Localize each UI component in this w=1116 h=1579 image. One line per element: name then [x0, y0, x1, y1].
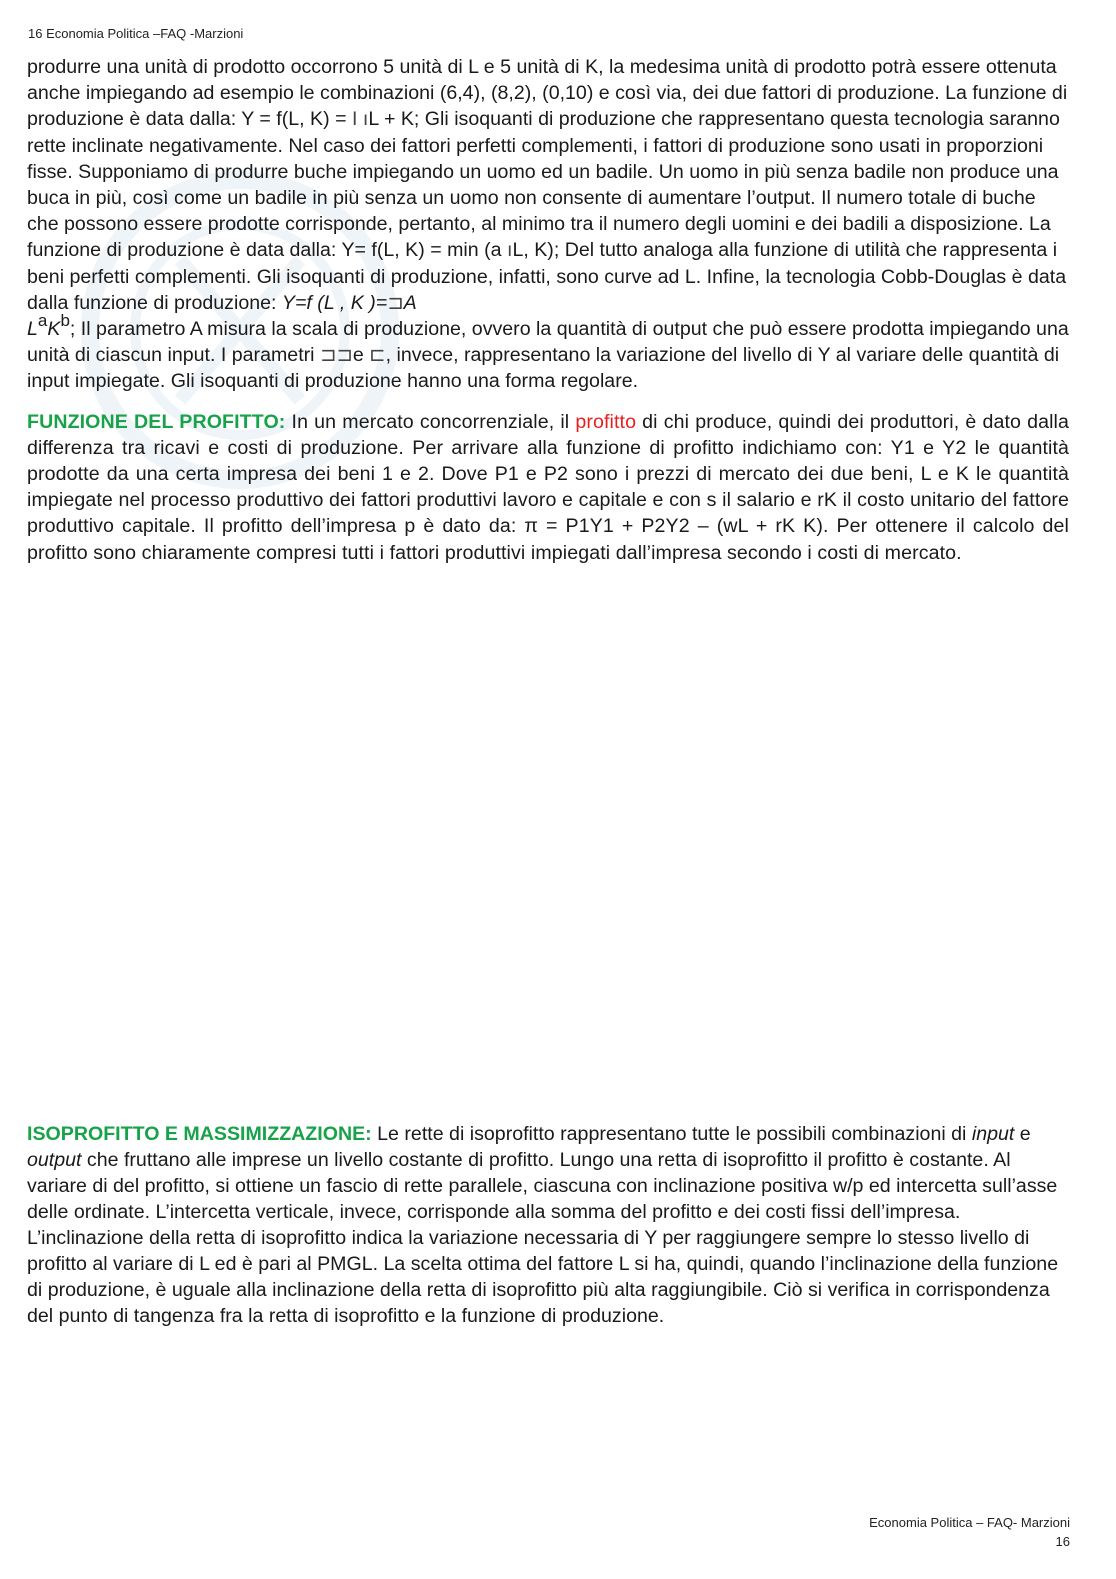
text-segment: produrre una unità di prodotto occorrono 5 unità di L e 5 unità di K, la medesima unità di prodotto potrà essere ottenuta anche impiegando ad esempio le combinazioni (6,4), (8,2), (0,10) e così via, dei due fattori di produzione. La funzione di produzione è data dalla: Y = f(L, K) = — [27, 56, 1068, 131]
formula-A: A — [403, 291, 417, 314]
missing-glyph: ı — [362, 108, 369, 131]
term-input: input — [971, 1123, 1015, 1145]
missing-glyph: ⊐ — [387, 291, 404, 314]
missing-glyph: Ι — [351, 108, 358, 131]
highlighted-term-profitto: profitto — [575, 410, 637, 433]
text-segment: Le rette di isoprofitto rappresentano tutte le possibili combinazioni di — [371, 1123, 972, 1145]
text-segment: , invece, rappresentano la variazione del livello di Y al variare delle quantità di input impiegate. Gli isoquanti di produzione hanno una forma regolare. — [27, 344, 1060, 393]
exponent-b: b — [60, 311, 70, 331]
term-output: output — [27, 1149, 82, 1171]
running-header: 16 Economia Politica –FAQ -Marzioni — [28, 26, 244, 41]
missing-glyph: ı — [506, 239, 513, 262]
document-body — [27, 54, 1069, 566]
footer-title: Economia Politica – FAQ- Marzioni — [869, 1515, 1070, 1530]
text-segment: L + K; Gli isoquanti di produzione che rappresentano questa tecnologia saranno rette inclinate negativamente. Nel caso dei fattori perfetti complementi, i fattori di produzione sono usati in proporzioni fisse. Supponiamo di produrre buche impiegando un uomo ed un badile. Un uomo in più senza badile non produce una buca in più, così come un badile in più senza un uomo non consente di aumentare l’output. Il numero totale di buche che possono essere prodotte corrisponde, pertanto, al minimo tra il numero degli uomini e dei badili a disposizione. La funzione di produzione è data dalla: Y= f(L, K) = min (a — [27, 108, 1060, 262]
cobb-douglas-formula: Y=f (L , K )= — [281, 291, 388, 314]
paragraph-profit-function — [27, 409, 1069, 566]
page-number: 16 — [1055, 1534, 1070, 1549]
text-segment: In un mercato concorrenziale, il — [285, 410, 576, 433]
paragraph-production-functions — [27, 54, 1069, 395]
text-segment: e — [352, 344, 370, 367]
running-footer — [869, 1513, 1070, 1551]
exponent-a: a — [37, 311, 48, 331]
text-segment: che fruttano alle imprese un livello costante di profitto. Lungo una retta di isoprofitto il profitto è costante. Al variare di del profitto, si ottiene un fascio di rette parallele, ciascuna con inclinazione positiva w/p ed intercetta sull’asse delle ordinate. L’intercetta verticale, invece, corrisponde alla somma del profitto e dei costi fissi dell’impresa. L’inclinazione della retta di isoprofitto indica la variazione necessaria di Y per raggiungere sempre lo stesso livello di profitto al variare di L ed è pari al PMGL. La scelta ottima del fattore L si ha, quindi, quando l’inclinazione della funzione di produzione, è uguale alla inclinazione della retta di isoprofitto più alta raggiungibile. Ciò si verifica in corrispondenza del punto di tangenza fra la retta di isoprofitto e la funzione di produzione. — [27, 1149, 1059, 1327]
section-title-profit-function: FUNZIONE DEL PROFITTO: — [27, 410, 286, 433]
text-segment: di chi produce, quindi dei produttori, è dato dalla differenza tra ricavi e costi di produzione. Per arrivare alla funzione di profitto indichiamo con: Y1 e Y2 le quantità prodotte da una certa impresa dei beni 1 e 2. Dove P1 e P2 sono i prezzi di mercato dei due beni, L e K le quantità impiegate nel processo produttivo dei fattori produttivi lavoro e capitale e con s il salario e rK il costo unitario del fattore produttivo capitale. Il profitto dell’impresa p è dato da: π = P1Y1 + P2Y2 – (wL + rK K). Per ottenere il calcolo del profitto sono chiaramente compresi tutti i fattori produttivi impiegati dall’impresa secondo i costi di mercato. — [27, 410, 1069, 564]
missing-glyph: ⊐ — [336, 344, 353, 367]
text-segment: ; Il parametro A misura la scala di produzione, ovvero la quantità di output che può essere prodotta impiegando una unità di ciascun input. I parametri — [27, 318, 1069, 367]
missing-glyph: ⊐ — [319, 344, 337, 367]
formula-K: K — [47, 318, 61, 341]
section-title-isoprofit: ISOPROFITTO E MASSIMIZZAZIONE: — [27, 1123, 372, 1145]
missing-glyph: ⊏ — [369, 344, 386, 367]
text-segment: L, K); Del tutto analoga alla funzione di utilità che rappresenta i beni perfetti complementi. Gli isoquanti di produzione, infatti, sono curve ad L. Infine, la tecnologia Cobb-Douglas è data dalla funzione di produzione: — [27, 239, 1067, 314]
formula-L: L — [27, 318, 38, 341]
paragraph-isoprofit — [27, 1121, 1069, 1329]
text-segment: e — [1014, 1123, 1031, 1145]
